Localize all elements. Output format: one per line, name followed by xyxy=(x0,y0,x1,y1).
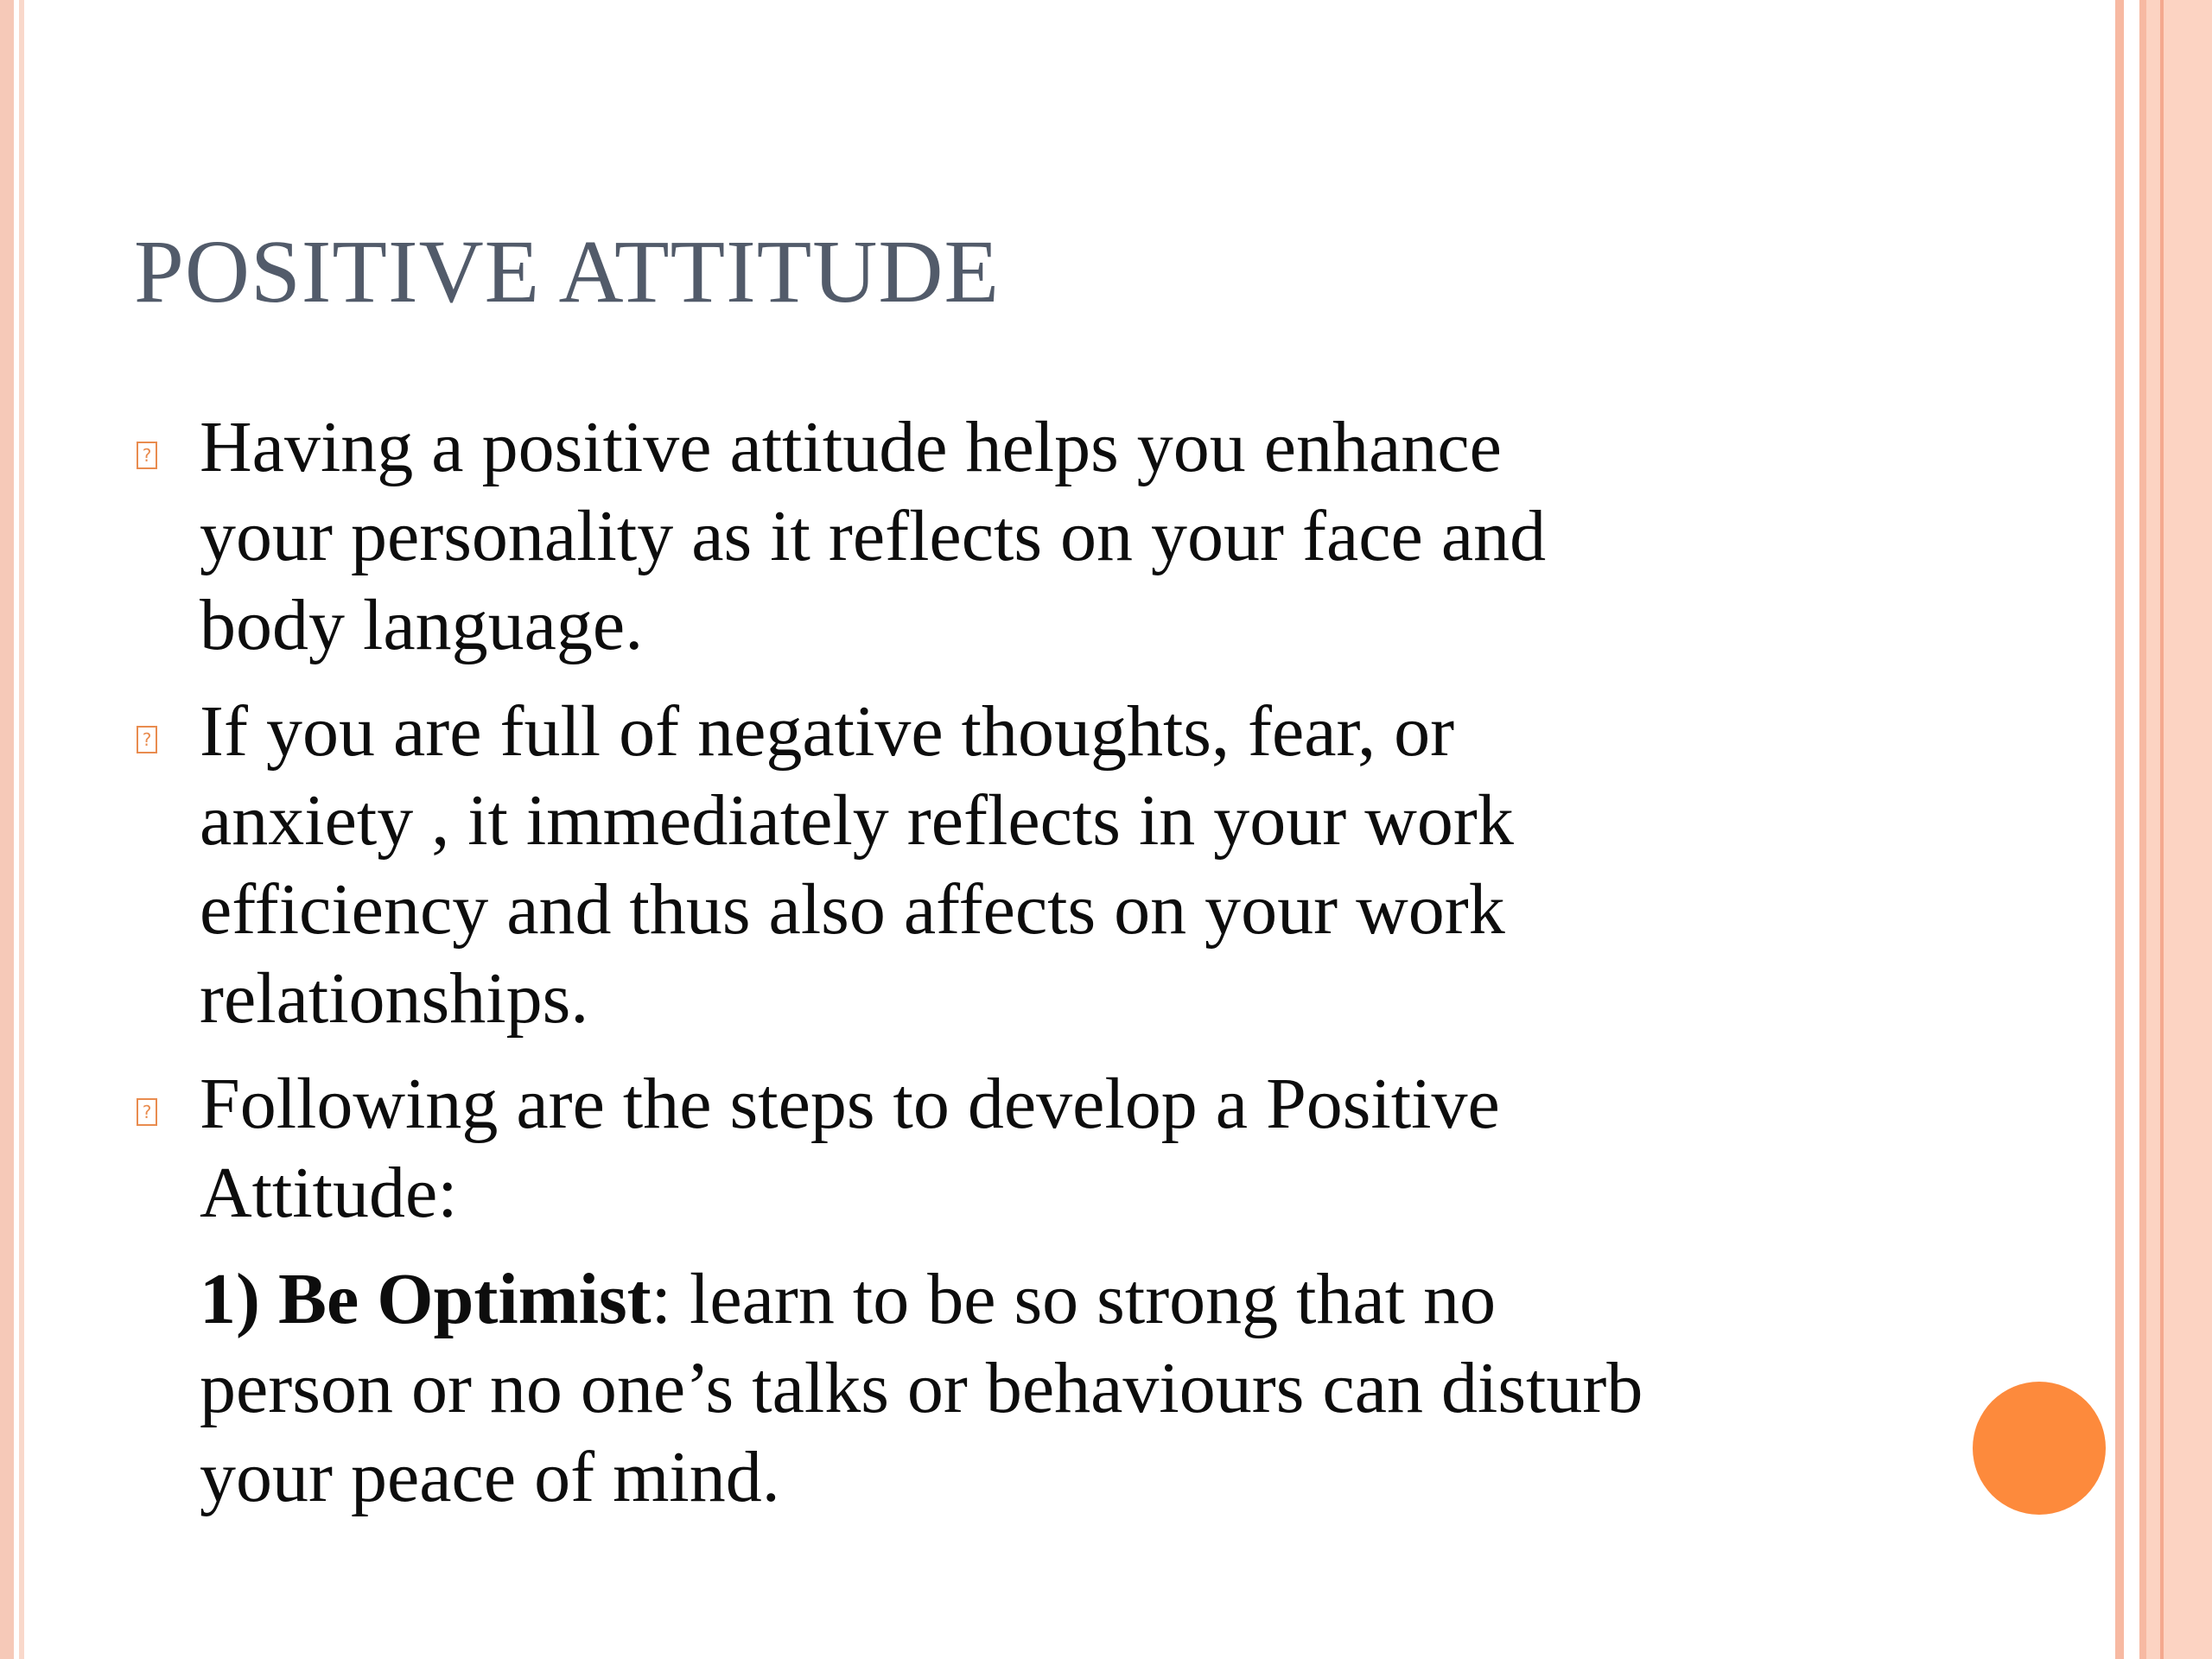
bullet-icon xyxy=(130,723,164,758)
left-border-thin-stripe xyxy=(19,0,24,1659)
bullet-paragraph: Following are the steps to develop a Positive Attitude: xyxy=(200,1064,1500,1233)
bullet-icon xyxy=(130,1096,164,1130)
bullet-glyph: ? xyxy=(137,442,157,469)
left-border-stripe xyxy=(0,0,14,1659)
bullet-paragraph: If you are full of negative thoughts, fear, or anxiety , it immediately reflects in your work efficiency and thus also affects on your work relationships. xyxy=(200,691,1514,1039)
bullet-icon xyxy=(130,439,164,474)
bullet-glyph: ? xyxy=(137,1098,157,1126)
bullet-glyph: ? xyxy=(137,726,157,753)
bullet-paragraph: Having a positive attitude helps you enhance your personality as it reflects on your face and body language. xyxy=(200,407,1547,665)
orange-circle-decoration xyxy=(1973,1382,2106,1515)
step-heading: Be Optimist xyxy=(277,1259,652,1339)
slide-title: POSITIVE ATTITUDE xyxy=(134,222,1001,321)
step-paragraph xyxy=(200,1255,1945,1522)
step-number: 1) xyxy=(200,1259,278,1339)
right-border-line xyxy=(2115,0,2124,1659)
right-border-line xyxy=(2160,0,2164,1659)
right-border-gap xyxy=(2124,0,2139,1659)
right-border-line xyxy=(2139,0,2146,1659)
step-text: : learn to be so strong that no person or no one’s talks or behaviours can disturb your peace of mind. xyxy=(200,1259,1643,1517)
